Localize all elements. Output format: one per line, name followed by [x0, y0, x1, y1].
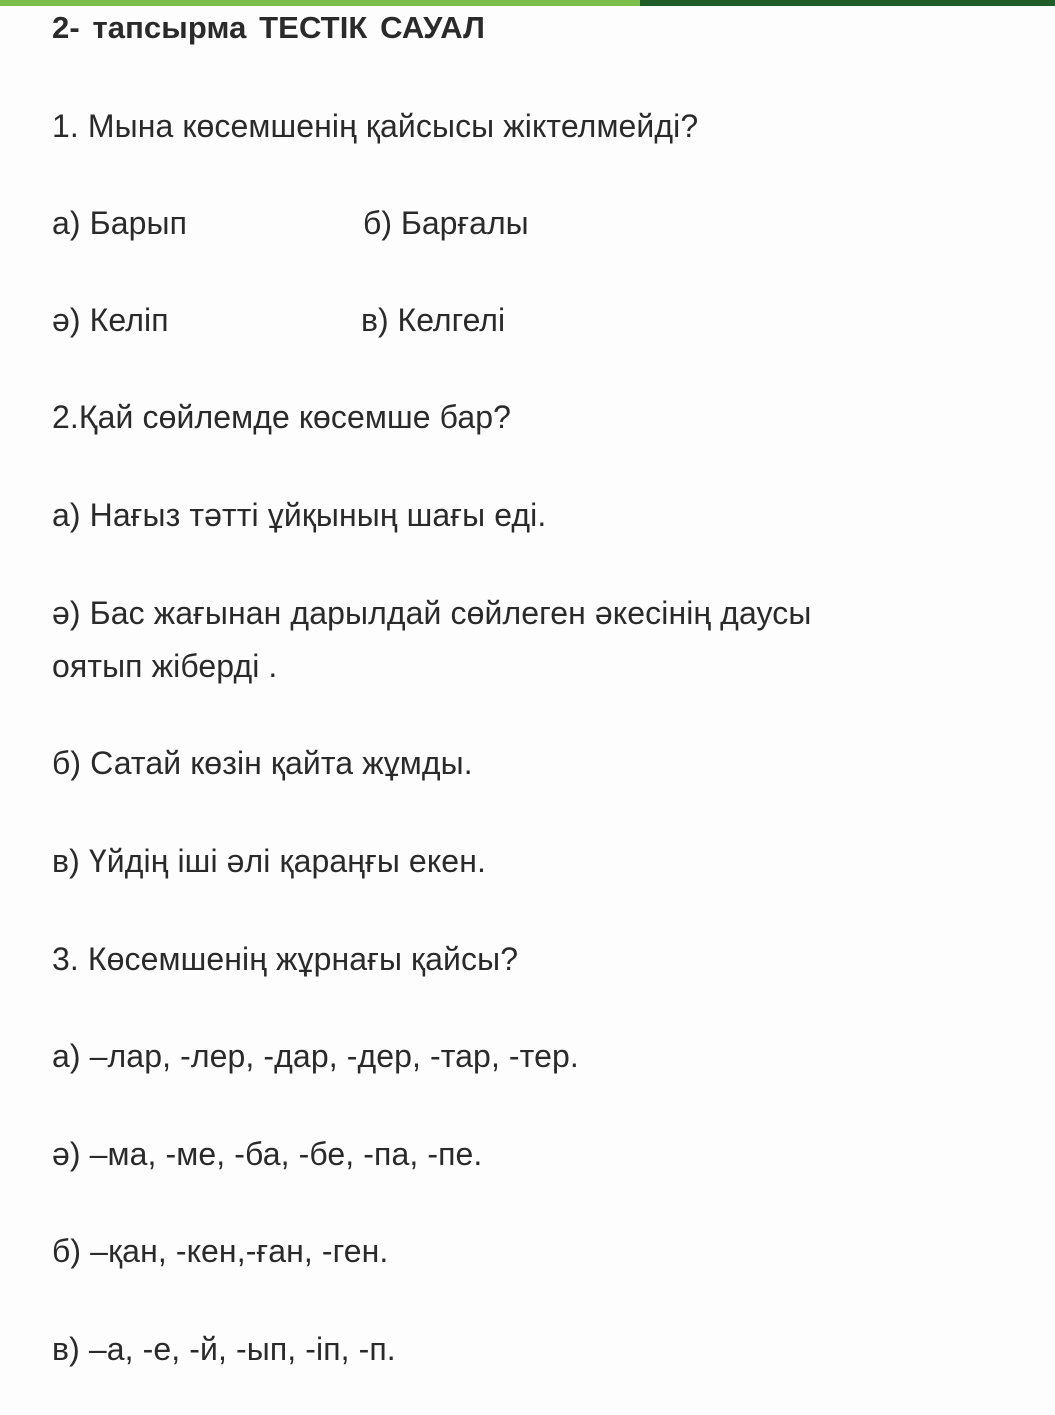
page-title: 2- тапсырма ТЕСТІК САУАЛ: [52, 10, 485, 45]
q1-option-v: в) Келгелі: [361, 302, 506, 338]
q1-option-ae: ә) Келіп: [52, 302, 169, 338]
q3-option-a: а) –лар, -лер, -дар, -дер, -тар, -тер.: [52, 1038, 579, 1074]
question-3: 3. Көсемшенің жұрнағы қайсы?: [52, 941, 519, 977]
question-2: 2.Қай сөйлемде көсемше бар?: [52, 399, 512, 435]
q1-option-b: б) Барғалы: [363, 205, 529, 241]
q2-option-a: а) Нағыз тәтті ұйқының шағы еді.: [52, 497, 547, 533]
q3-option-ae: ә) –ма, -ме, -ба, -бе, -па, -пе.: [52, 1136, 483, 1172]
q2-option-b: б) Сатай көзін қайта жұмды.: [52, 745, 473, 781]
q3-option-v: в) –а, -е, -й, -ып, -іп, -п.: [52, 1331, 396, 1367]
q2-option-v: в) Үйдің іші әлі қараңғы екен.: [52, 843, 486, 879]
q1-option-a: а) Барып: [52, 205, 188, 241]
top-accent-bar-dark: [640, 0, 1055, 6]
q2-option-ae: ә) Бас жағынан дарылдай сөйлеген әкесінің даусы: [52, 595, 812, 631]
q2-option-ae-continued: оятып жіберді .: [52, 648, 278, 684]
question-1: 1. Мына көсемшенің қайсысы жіктелмейді?: [52, 108, 699, 144]
q3-option-b: б) –қан, -кен,-ған, -ген.: [52, 1233, 389, 1269]
